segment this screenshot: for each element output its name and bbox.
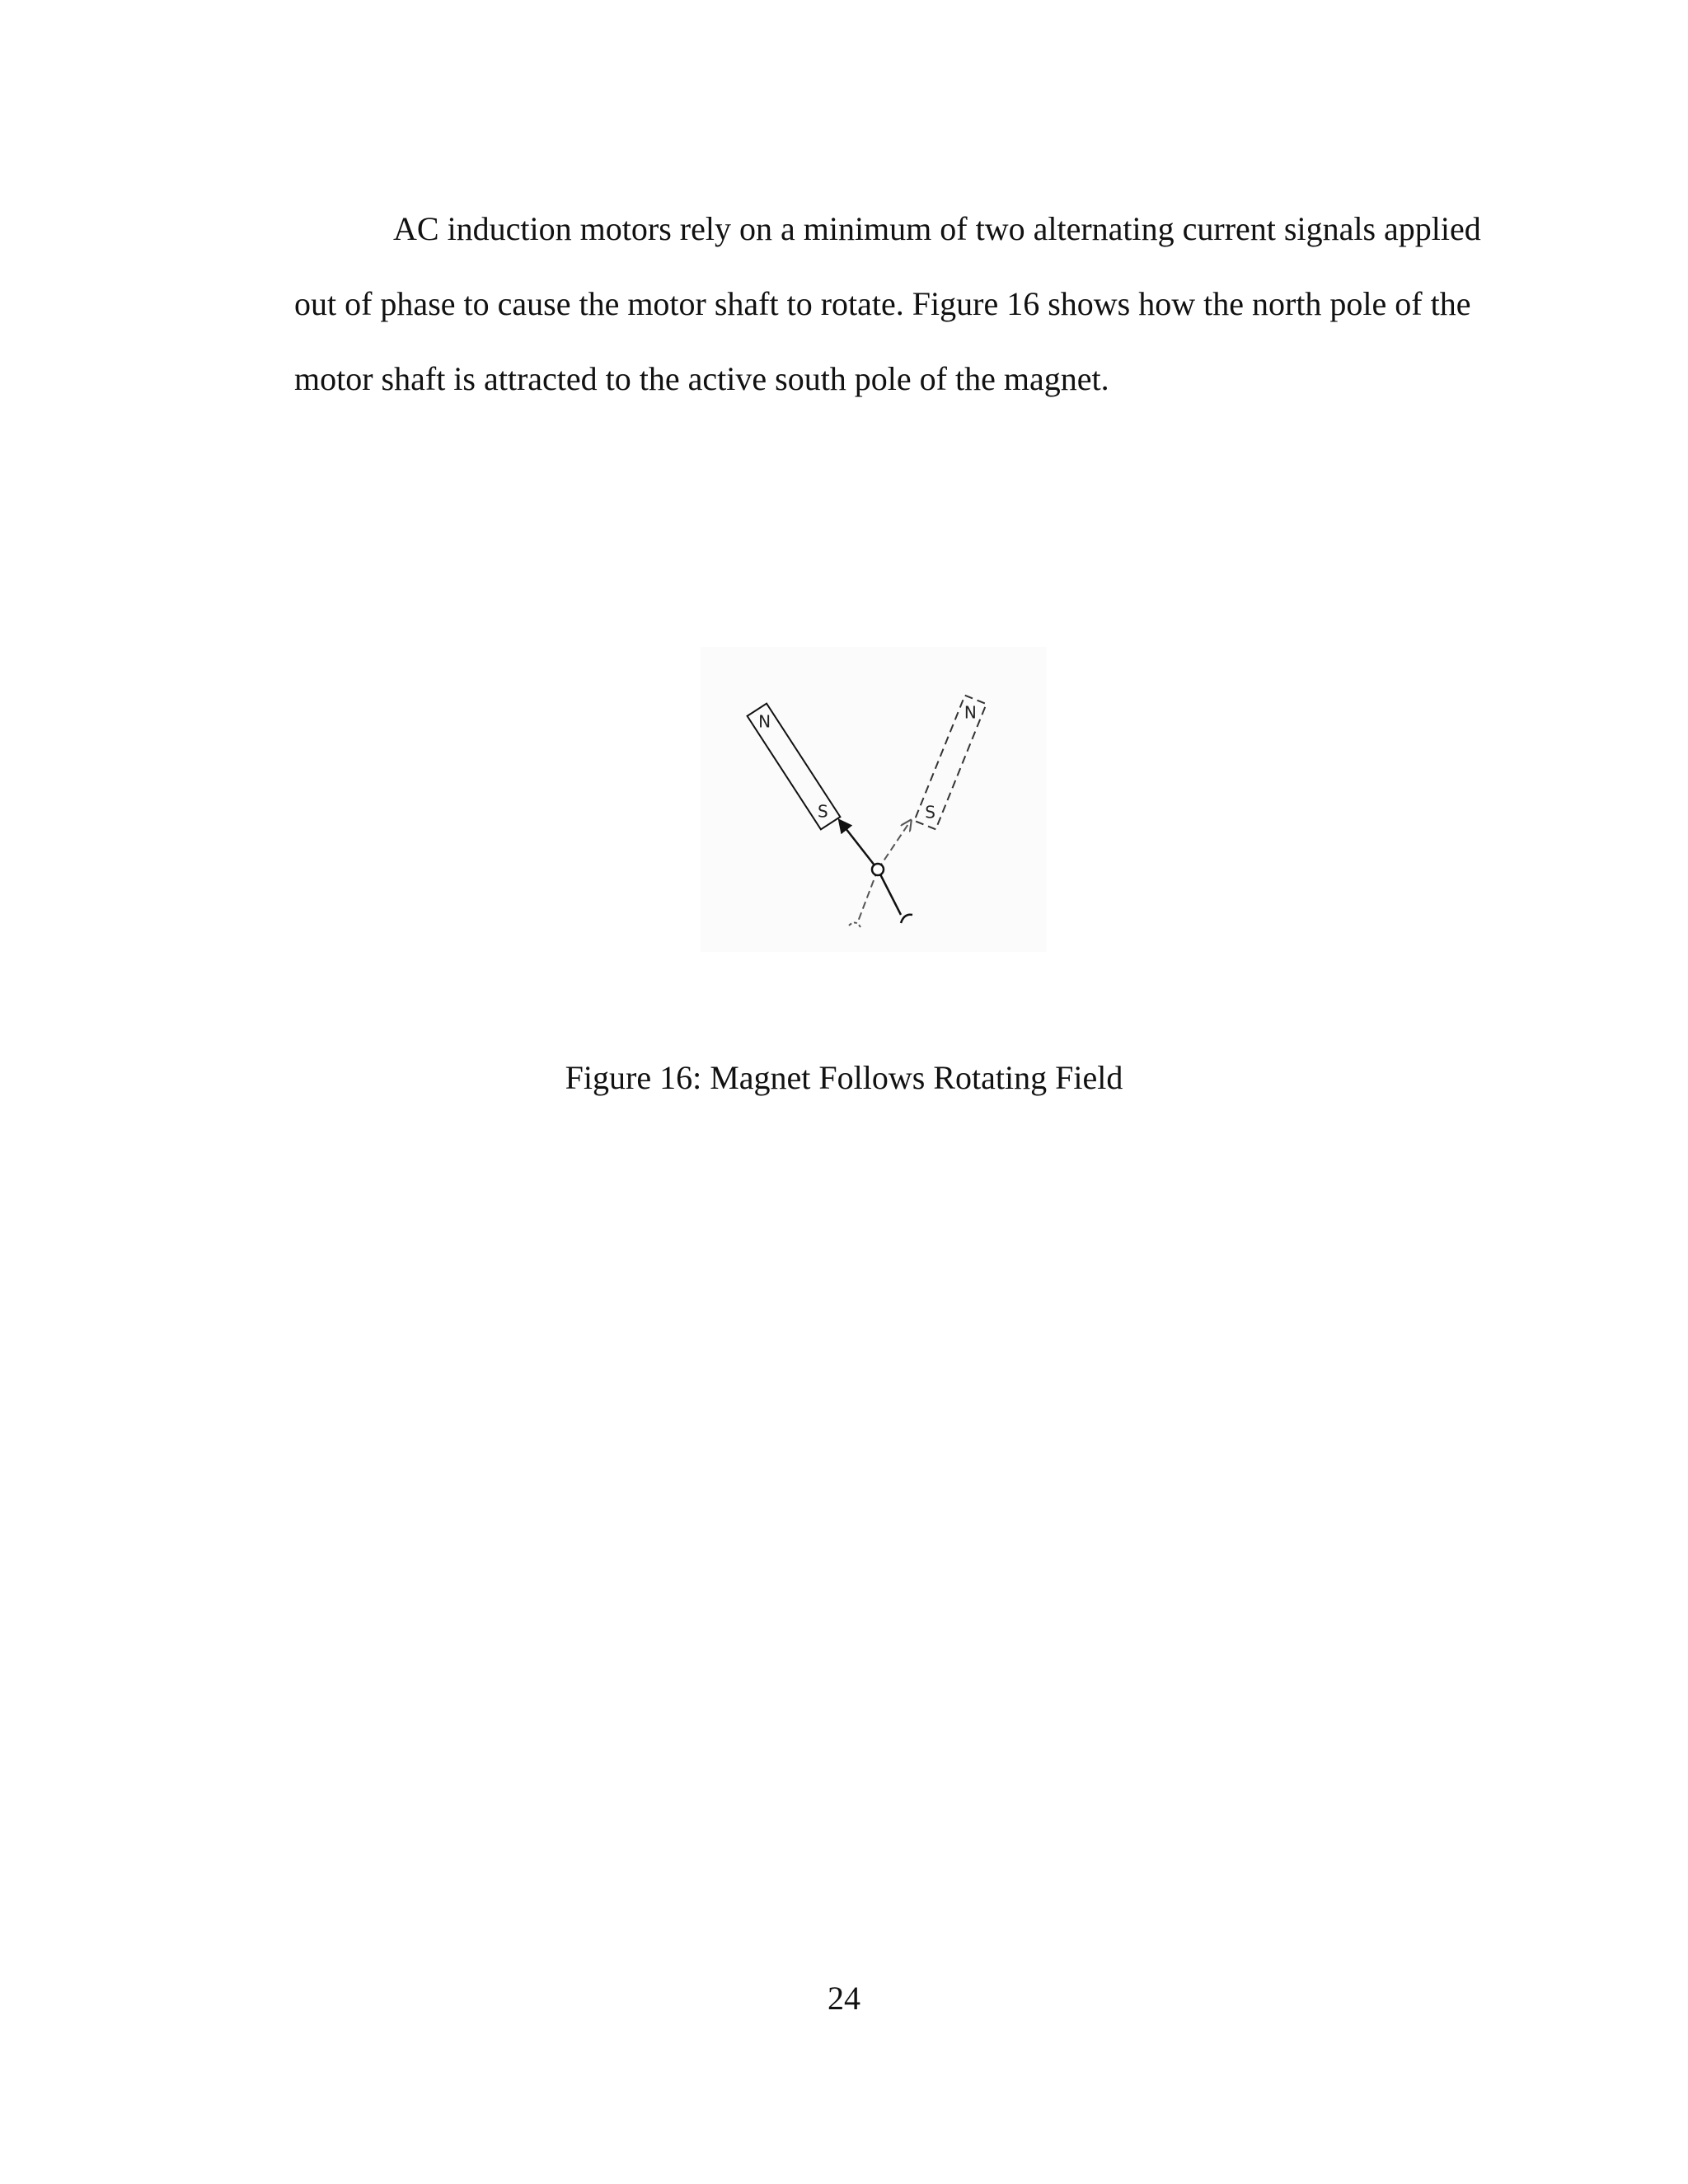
- next-magnet-south-label: S: [925, 802, 936, 823]
- body-paragraph: [294, 191, 1481, 416]
- active-magnet-south-label: S: [818, 801, 828, 822]
- rotor-south-arm: [878, 869, 901, 915]
- rotor-next-south-arm: [858, 869, 878, 921]
- rotor-pivot: [872, 864, 884, 875]
- next-magnet: [914, 696, 986, 830]
- paragraph-line-1: AC induction motors rely on a minimum of two alternating current signals applied: [393, 210, 1481, 247]
- rotor-next-north-arrow: [878, 824, 908, 869]
- active-magnet-north-label: N: [758, 711, 771, 732]
- rotating-field-diagram: [701, 647, 1047, 952]
- rotor-south-tip: [901, 915, 912, 923]
- rotor-next-south-tip: [849, 922, 860, 927]
- rotor-north-arrow: [842, 824, 878, 869]
- rotating-field-figure: [701, 647, 1047, 952]
- page-number: 24: [828, 1980, 860, 2017]
- paragraph-line-3: motor shaft is attracted to the active south pole of the magnet.: [294, 360, 1109, 397]
- active-magnet: [748, 704, 841, 830]
- next-magnet-north-label: N: [964, 702, 977, 723]
- figure-caption: Figure 16: Magnet Follows Rotating Field: [565, 1059, 1123, 1096]
- paragraph-line-2: out of phase to cause the motor shaft to rotate. Figure 16 shows how the north pole of the: [294, 285, 1471, 322]
